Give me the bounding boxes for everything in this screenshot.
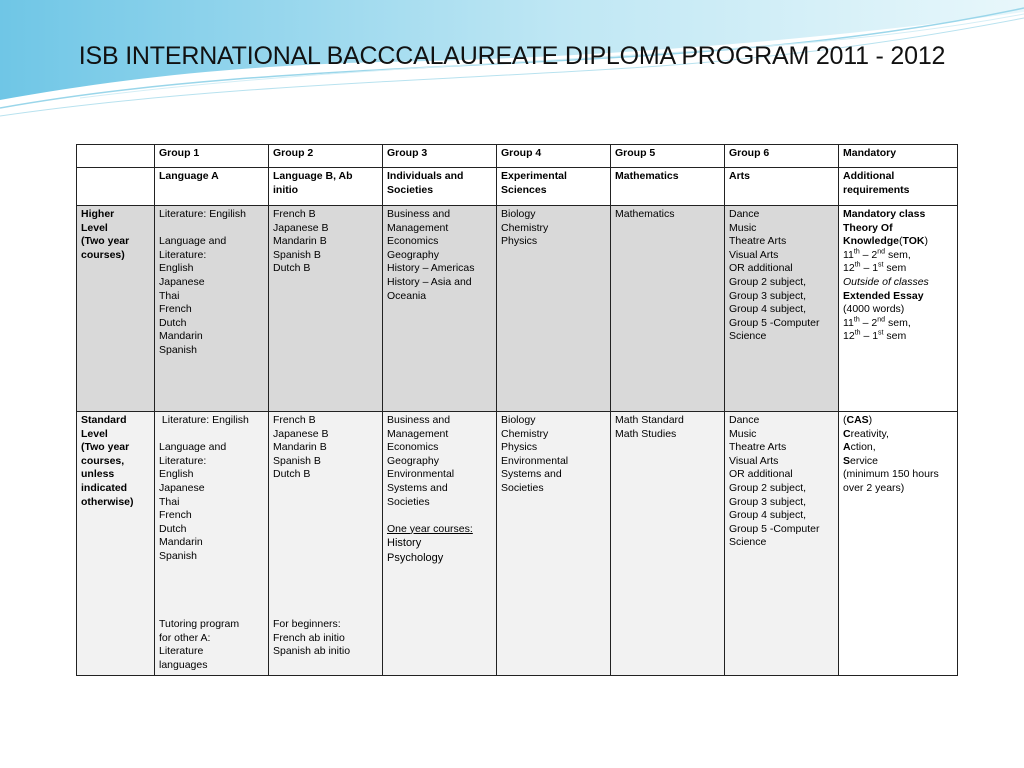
course-line: Physics	[501, 441, 538, 454]
course-line: History – Asia and	[387, 275, 472, 288]
course-line: Chemistry	[501, 427, 549, 440]
course-line: Mathematics	[615, 208, 675, 220]
course-line: Theatre Arts	[729, 441, 787, 454]
sem-num: 11	[843, 248, 854, 261]
course-line: Science	[729, 330, 767, 343]
course-line: Literature: Engilish	[159, 208, 246, 220]
course-line: Dance	[729, 208, 760, 220]
course-line: Literature: Engilish	[159, 414, 249, 426]
cas-service-line	[843, 455, 953, 469]
sem-sup: th	[853, 248, 860, 256]
cas-word: reativity,	[850, 427, 889, 440]
sem-num: – 2	[859, 316, 878, 329]
course-line: Dutch B	[273, 262, 311, 275]
beginners-block	[273, 618, 350, 659]
beginners-line: French ab initio	[273, 631, 345, 644]
sem-num: 12	[843, 330, 855, 343]
course-line: Thai	[159, 495, 180, 508]
course-line: Dutch B	[273, 468, 311, 481]
tok-title-line: Theory Of	[843, 221, 893, 234]
level-label-line: courses)	[81, 248, 125, 261]
course-line: Dutch	[159, 316, 187, 329]
sem-num: – 1	[860, 262, 879, 275]
group-header-cell: Mandatory	[839, 145, 958, 168]
subject-header-cell: Language B, Ab initio	[269, 168, 383, 206]
course-line: Geography	[387, 248, 439, 261]
sem-text: sem	[883, 262, 907, 275]
extended-essay-line: Extended Essay	[843, 289, 924, 302]
tutoring-line: languages	[159, 658, 208, 671]
course-line: French B	[273, 414, 316, 426]
group-header-cell: Group 5	[611, 145, 725, 168]
course-line: Spanish B	[273, 454, 321, 467]
group1-hl-cell	[155, 206, 269, 412]
tutoring-line: for other A:	[159, 631, 211, 644]
course-line: French B	[273, 208, 316, 220]
tok-knowledge: Knowledge	[843, 235, 900, 248]
tutoring-line: Tutoring program	[159, 618, 240, 630]
cas-word: ervice	[850, 454, 879, 467]
sem-num: – 2	[859, 248, 878, 261]
group-header-cell: Group 2	[269, 145, 383, 168]
level-label-line: Standard	[81, 414, 127, 426]
course-line: French	[159, 303, 192, 316]
course-line: Group 3 subject,	[729, 495, 807, 508]
course-line: Theatre Arts	[729, 235, 787, 248]
course-line: Systems and	[387, 481, 448, 494]
tutoring-line: Literature	[159, 645, 204, 658]
cas-letter: S	[843, 454, 851, 467]
tutoring-block	[159, 618, 239, 672]
course-line: Environmental	[501, 454, 569, 467]
group-header-row	[77, 145, 958, 168]
sem-sup: st	[878, 261, 884, 269]
cas-paren: )	[868, 414, 873, 426]
sem-sup: st	[878, 329, 884, 337]
one-year-courses-heading: One year courses:	[387, 522, 473, 535]
ib-diploma-table	[76, 144, 958, 676]
course-line: Music	[729, 427, 757, 440]
beginners-line: For beginners:	[273, 618, 341, 630]
course-line: Thai	[159, 289, 180, 302]
course-line: Business and	[387, 414, 451, 426]
mandatory-cell	[839, 206, 958, 412]
course-line: Environmental	[387, 468, 455, 481]
cas-action-line	[843, 441, 953, 455]
course-line: OR additional	[729, 468, 793, 481]
sem-num: 11	[843, 316, 854, 329]
level-label-line: courses,	[81, 454, 125, 467]
beginners-line: Spanish ab initio	[273, 645, 351, 658]
level-label-line: (Two year	[81, 441, 130, 454]
tok-paren-close: )	[924, 235, 928, 248]
course-line: Group 2 subject,	[729, 481, 807, 494]
spacer	[159, 428, 264, 442]
course-line: OR additional	[729, 262, 793, 275]
subject-header-row	[77, 168, 958, 206]
course-line: Economics	[387, 441, 439, 454]
course-line: Japanese	[159, 275, 205, 288]
course-line: Music	[729, 221, 757, 234]
essay-words-line: (4000 words)	[843, 303, 905, 316]
level-label-line: indicated	[81, 481, 128, 494]
tok-paren-open: (	[899, 235, 903, 248]
course-line: Societies	[501, 481, 544, 494]
course-line: Group 4 subject,	[729, 509, 807, 522]
subject-header-cell: Additional requirements	[839, 168, 958, 206]
sem-text: sem,	[885, 316, 911, 329]
mandatory-class-line: Mandatory class	[843, 208, 926, 220]
group5-sl-cell	[611, 412, 725, 676]
course-line: Geography	[387, 454, 439, 467]
course-line: Spanish	[159, 549, 197, 562]
course-line: Physics	[501, 235, 538, 248]
sem-num: 12	[843, 262, 855, 275]
group-header-cell: Group 1	[155, 145, 269, 168]
one-year-course: History	[387, 537, 422, 550]
course-line: Japanese	[159, 481, 205, 494]
course-line: Dutch	[159, 522, 187, 535]
group3-sl-cell	[383, 412, 497, 676]
tok-semester-line	[843, 249, 953, 263]
course-line: Mandarin	[159, 536, 203, 549]
course-line: Management	[387, 427, 449, 440]
outside-classes-line: Outside of classes	[843, 275, 929, 288]
cas-minimum-line: (minimum 150 hours	[843, 468, 939, 481]
course-line: Group 5 -Computer	[729, 316, 820, 329]
spacer	[159, 222, 264, 236]
group2-hl-cell	[269, 206, 383, 412]
sem-sup: nd	[877, 316, 886, 324]
blank-cell	[77, 168, 155, 206]
course-line: Language and	[159, 441, 227, 454]
course-line: French	[159, 509, 192, 522]
group-header-cell: Group 3	[383, 145, 497, 168]
sem-sup: nd	[877, 248, 886, 256]
course-line: Group 4 subject,	[729, 303, 807, 316]
course-line: Dance	[729, 414, 760, 426]
course-line: Japanese B	[273, 427, 329, 440]
one-year-course: Psychology	[387, 552, 444, 565]
course-line: Systems and	[501, 468, 562, 481]
course-line: Language and	[159, 235, 227, 248]
course-line: Literature:	[159, 454, 207, 467]
level-label-line: (Two year	[81, 235, 130, 248]
group1-sl-cell	[155, 412, 269, 676]
subject-header-cell: Individuals and Societies	[383, 168, 497, 206]
course-line: Societies	[387, 495, 430, 508]
subject-header-cell: Arts	[725, 168, 839, 206]
course-line: Business and	[387, 208, 451, 220]
course-line: Literature:	[159, 248, 207, 261]
higher-level-row	[77, 206, 958, 412]
tok-abbr: TOK	[902, 235, 925, 248]
sem-text: sem	[883, 330, 907, 343]
level-label-line: Higher	[81, 208, 115, 220]
cas-abbr: CAS	[846, 414, 869, 426]
subject-header-cell: Mathematics	[611, 168, 725, 206]
sem-text: sem,	[885, 248, 911, 261]
group3-hl-cell	[383, 206, 497, 412]
course-line: Math Standard	[615, 414, 684, 426]
ee-semester-line	[843, 317, 953, 331]
group5-hl-cell	[611, 206, 725, 412]
course-line: Oceania	[387, 289, 427, 302]
ee-semester-line	[843, 330, 953, 344]
course-line: English	[159, 262, 194, 275]
course-line: Visual Arts	[729, 454, 779, 467]
level-label-cell	[77, 206, 155, 412]
cas-cell	[839, 412, 958, 676]
cas-letter: C	[843, 427, 851, 440]
cas-minimum-line: over 2 years)	[843, 481, 905, 494]
sem-sup: th	[854, 329, 861, 337]
corner-cell	[77, 145, 155, 168]
course-line: Mandarin	[159, 330, 203, 343]
standard-level-row	[77, 412, 958, 676]
tok-semester-line	[843, 262, 953, 276]
course-line: Spanish	[159, 343, 197, 356]
course-line: Group 3 subject,	[729, 289, 807, 302]
group4-sl-cell	[497, 412, 611, 676]
group-header-cell: Group 6	[725, 145, 839, 168]
sem-sup: th	[853, 316, 860, 324]
course-line: English	[159, 468, 194, 481]
subject-header-cell: Experimental Sciences	[497, 168, 611, 206]
course-line: History – Americas	[387, 262, 475, 275]
sem-sup: th	[854, 261, 861, 269]
group4-hl-cell	[497, 206, 611, 412]
cas-word: ction,	[850, 441, 876, 454]
level-label-line: Level	[81, 427, 108, 440]
course-line: Biology	[501, 414, 536, 426]
level-label-line: otherwise)	[81, 495, 134, 508]
course-line: Mandarin B	[273, 441, 327, 454]
cas-creativity-line	[843, 428, 953, 442]
course-line: Group 5 -Computer	[729, 522, 820, 535]
subject-header-cell: Language A	[155, 168, 269, 206]
course-line: Economics	[387, 235, 439, 248]
course-line: Spanish B	[273, 248, 321, 261]
cas-paren: (	[843, 414, 847, 426]
spacer	[387, 509, 492, 523]
course-line: Math Studies	[615, 427, 677, 440]
level-label-line: unless	[81, 468, 115, 481]
group6-sl-cell	[725, 412, 839, 676]
course-line: Management	[387, 221, 449, 234]
course-line: Japanese B	[273, 221, 329, 234]
group6-hl-cell	[725, 206, 839, 412]
tok-name-line	[843, 235, 953, 249]
slide-title: ISB INTERNATIONAL BACCCALAUREATE DIPLOMA PROGRAM 2011 - 2012	[78, 42, 946, 70]
cas-letter: A	[843, 441, 851, 454]
group-header-cell: Group 4	[497, 145, 611, 168]
cas-title-line	[843, 414, 953, 428]
course-line: Mandarin B	[273, 235, 327, 248]
course-line: Biology	[501, 208, 536, 220]
level-label-cell	[77, 412, 155, 676]
sem-num: – 1	[860, 330, 879, 343]
group2-sl-cell	[269, 412, 383, 676]
course-line: Visual Arts	[729, 248, 779, 261]
level-label-line: Level	[81, 221, 108, 234]
course-line: Chemistry	[501, 221, 549, 234]
course-line: Science	[729, 536, 767, 549]
course-line: Group 2 subject,	[729, 275, 807, 288]
